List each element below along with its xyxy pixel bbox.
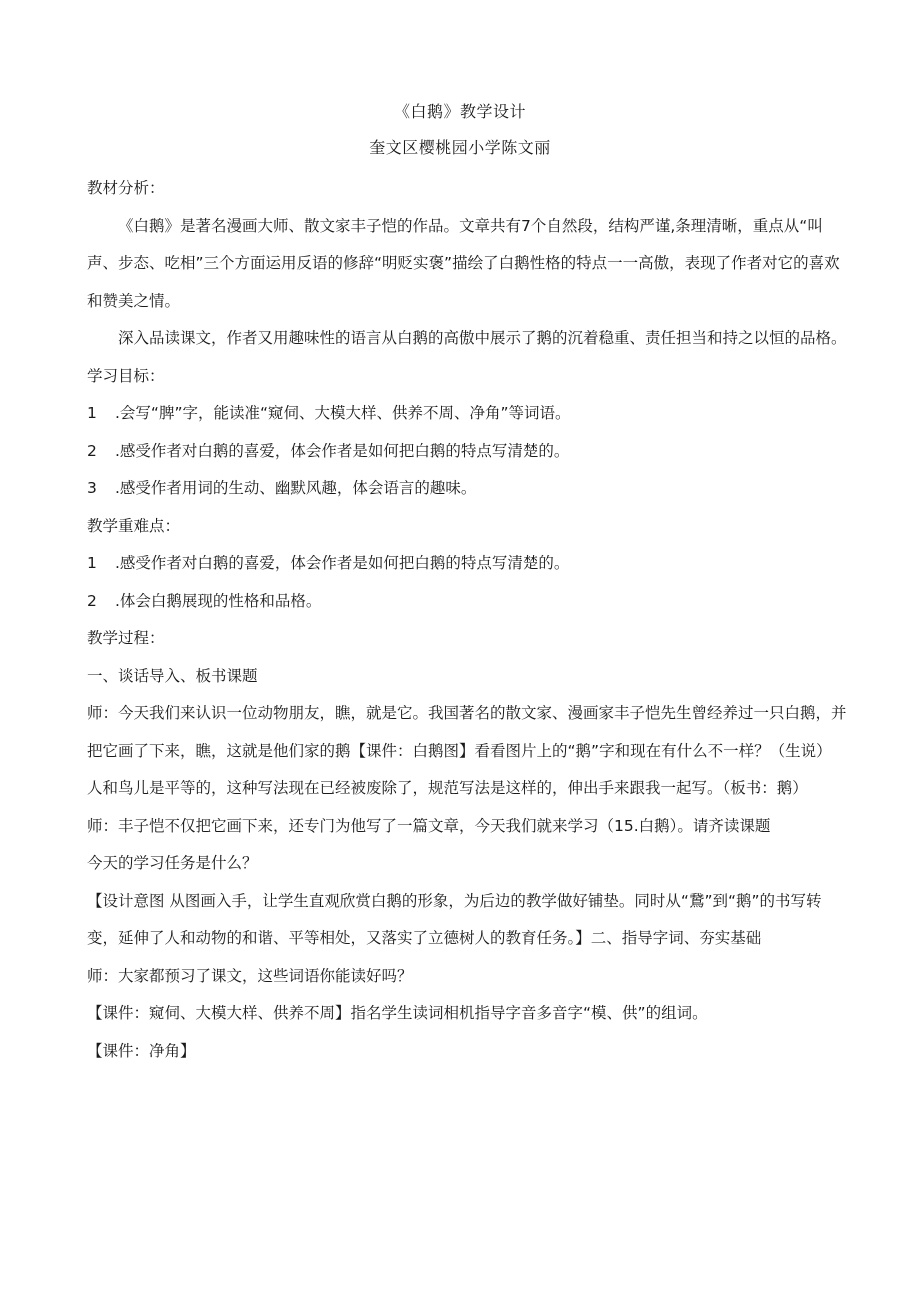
key-point-number: 2 — [87, 591, 97, 610]
design-intent-paragraph: 【设计意图 从图画入手，让学生直观欣赏白鹅的形象，为后边的教学做好铺垫。同时从“鵞”到“鹅”的书写转变，延伸了人和动物的和谐、平等相处，又落实了立德树人的教育任务。】二、指导字词、夯实基础 — [87, 891, 822, 947]
goal-text: .感受作者对白鹅的喜爱，体会作者是如何把白鹅的特点写清楚的。 — [115, 441, 570, 460]
key-point-text: .感受作者对白鹅的喜爱，体会作者是如何把白鹅的特点写清楚的。 — [115, 554, 570, 572]
step-heading-1: 一、谈话导入、板书课题 — [87, 666, 258, 685]
section-heading-analysis: 教材分析： — [87, 179, 165, 197]
goal-item — [87, 470, 847, 508]
goal-item — [87, 395, 847, 433]
key-point-text: .体会白鹅展现的性格和品格。 — [115, 591, 322, 610]
goal-text: .感受作者用词的生动、幽默风趣，体会语言的趣味。 — [115, 479, 477, 497]
task-question: 今天的学习任务是什么？ — [87, 854, 258, 872]
author-line: 奎文区樱桃园小学陈文丽 — [369, 138, 551, 157]
goal-number: 3 — [87, 479, 97, 497]
goal-text: .会写“脾”字，能读准“窥伺、大模大样、供养不周、净角”等词语。 — [115, 404, 571, 422]
slide-note-2: 【课件：净角】 — [87, 1041, 196, 1060]
goal-item — [87, 433, 847, 471]
teacher-paragraph-1: 师：今天我们来认识一位动物朋友，瞧，就是它。我国著名的散文家、漫画家丰子恺先生曾经养过一只白鹅，并把它画了下来，瞧，这就是他们家的鹅【课件：白鹅图】看看图片上的“鹅”字和现在有什么不一样？（生说）人和鸟儿是平等的，这种写法现在已经被废除了，规范写法是这样的，伸出手来跟我一起写。（板书：鹅） — [87, 704, 847, 797]
analysis-paragraph-2: 深入品读课文，作者又用趣味性的语言从白鹅的高傲中展示了鹅的沉着稳重、责任担当和持之以恒的品格。 — [118, 329, 847, 347]
document-body — [87, 170, 847, 1070]
goal-number: 2 — [87, 441, 97, 460]
key-point-item — [87, 545, 847, 583]
section-heading-process: 教学过程： — [87, 629, 165, 647]
goal-number: 1 — [87, 404, 97, 422]
key-point-item — [87, 583, 847, 621]
slide-note-1: 【课件：窥伺、大模大样、供养不周】指名学生读词相机指导字音多音字“模、供”的组词。 — [87, 1004, 708, 1022]
section-heading-goals: 学习目标： — [87, 366, 165, 385]
teacher-paragraph-3: 师：大家都预习了课文，这些词语你能读好吗？ — [87, 966, 413, 985]
key-point-number: 1 — [87, 554, 97, 572]
document-title: 《白鹅》教学设计 — [393, 102, 526, 121]
section-heading-key-points: 教学重难点： — [87, 516, 181, 535]
teacher-paragraph-2: 师：丰子恺不仅把它画下来，还专门为他写了一篇文章，今天我们就来学习（15.白鹅）。请齐读课题 — [87, 816, 771, 835]
analysis-paragraph-1: 《白鹅》是著名漫画大师、散文家丰子恺的作品。文章共有7个自然段，结构严谨,条理清晰，重点从“叫声、步态、吃相”三个方面运用反语的修辞“明贬实褒”描绘了白鹅性格的特点一一高傲，表现了作者对它的喜欢和赞美之情。 — [87, 216, 840, 310]
